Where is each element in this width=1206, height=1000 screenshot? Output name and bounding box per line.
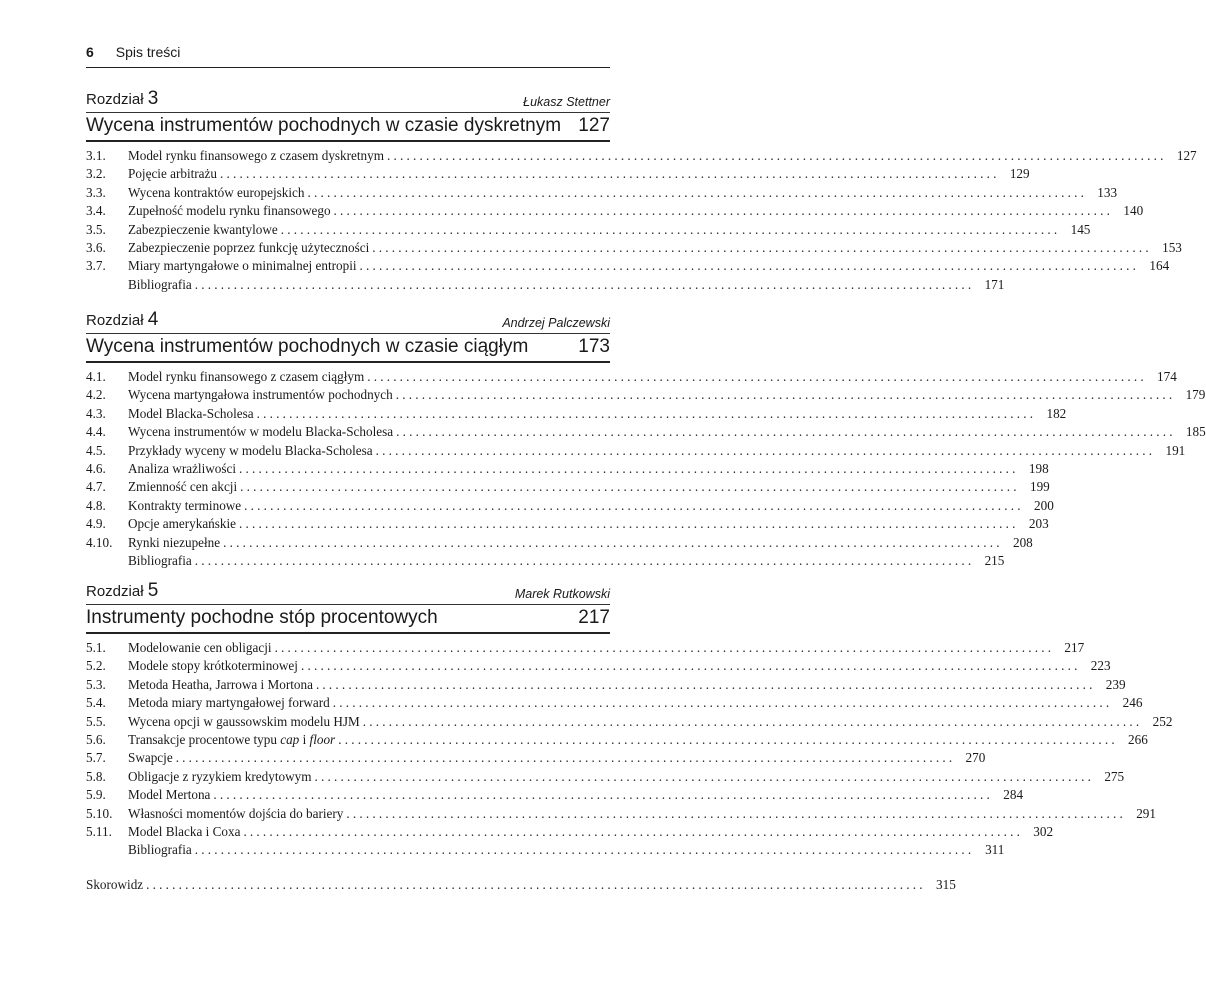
- page-number: 6: [86, 44, 94, 60]
- toc-entry[interactable]: [86, 405, 1067, 423]
- page-header: [86, 44, 180, 60]
- dot-leader: ........................................................................................................................: [274, 640, 1055, 655]
- toc-entry[interactable]: [86, 657, 1111, 675]
- dot-leader: ........................................................................................................................: [315, 676, 1096, 692]
- toc-entry[interactable]: [86, 823, 1054, 841]
- entry-title: Zupełność modelu rynku finansowego: [128, 203, 331, 219]
- dot-leader: ........................................................................................................................: [244, 497, 1024, 513]
- chapter-title[interactable]: Wycena instrumentów pochodnych w czasie dyskretnym: [86, 115, 562, 136]
- entry-page: 246: [1122, 695, 1143, 711]
- entry-number: 4.3.: [86, 405, 106, 421]
- chapter-3: [86, 88, 1197, 294]
- toc-entry[interactable]: [86, 768, 1125, 786]
- toc-entry[interactable]: [86, 515, 1049, 533]
- dot-leader: ........................................................................................................................: [332, 695, 1113, 711]
- entry-title: Miary martyngałowe o minimalnej entropii: [128, 258, 357, 274]
- dot-leader: ........................................................................................................................: [307, 184, 1088, 200]
- dot-leader: ........................................................................................................................: [243, 823, 1024, 839]
- entry-page: 133: [1097, 184, 1118, 200]
- entry-number: 4.1.: [86, 369, 106, 384]
- entry-page: 127: [1176, 148, 1197, 163]
- entry-page: 266: [1128, 731, 1148, 747]
- chapter-5: [86, 580, 1173, 860]
- entry-title: Zabezpieczenie kwantylowe: [128, 221, 278, 237]
- entry-page: 252: [1152, 713, 1173, 729]
- running-header: Spis treści: [115, 44, 181, 60]
- chapter-page: 173: [578, 336, 610, 357]
- dot-leader: ........................................................................................................................: [194, 552, 975, 568]
- entry-number: 4.5.: [86, 442, 106, 458]
- dot-leader: ........................................................................................................................: [314, 768, 1095, 784]
- toc-entry-index[interactable]: [86, 876, 956, 894]
- entry-title: Skorowidz: [86, 877, 144, 892]
- entry-page: 191: [1165, 442, 1186, 458]
- entry-number: 3.1.: [86, 148, 106, 163]
- entry-page: 174: [1157, 369, 1177, 384]
- chapter-title[interactable]: Wycena instrumentów pochodnych w czasie ciągłym: [86, 336, 529, 357]
- chapter-title-rule: [86, 140, 610, 142]
- toc-entry[interactable]: [86, 165, 1030, 183]
- entry-number: 4.8.: [86, 497, 106, 513]
- entry-page: 198: [1028, 460, 1049, 476]
- dot-leader: ........................................................................................................................: [372, 239, 1152, 255]
- toc-entry[interactable]: [86, 442, 1186, 460]
- chapter-title-rule: [86, 632, 610, 634]
- entry-title: Model rynku finansowego z czasem dyskretnym: [128, 148, 384, 163]
- entry-page: 215: [984, 552, 1005, 568]
- chapter-page: 127: [578, 115, 610, 136]
- entry-page: 217: [1064, 640, 1085, 655]
- toc-entry[interactable]: [86, 497, 1054, 515]
- entry-page: 223: [1090, 658, 1111, 674]
- toc-entry[interactable]: [86, 460, 1049, 478]
- entry-title: Rynki niezupełne: [128, 534, 221, 550]
- entry-title: Bibliografia: [128, 842, 192, 858]
- entry-title: Przykłady wyceny w modelu Blacka-Scholesa: [128, 442, 373, 458]
- entry-number: 4.2.: [86, 387, 106, 403]
- entry-number: 5.5.: [86, 713, 106, 729]
- toc-list: [86, 639, 1173, 860]
- dot-leader: ........................................................................................................................: [219, 166, 1000, 182]
- dot-leader: ........................................................................................................................: [346, 805, 1126, 821]
- toc-entry-bibliography[interactable]: [86, 276, 1005, 294]
- entry-title: Kontrakty terminowe: [128, 497, 242, 513]
- toc-entry[interactable]: [86, 749, 986, 767]
- chapter-author: Marek Rutkowski: [514, 587, 610, 601]
- entry-title: Pojęcie arbitrażu: [128, 166, 217, 182]
- entry-page: 179: [1185, 387, 1206, 403]
- dot-leader: ........................................................................................................................: [396, 424, 1176, 440]
- chapter-label: Rozdział 3: [86, 88, 159, 109]
- entry-title: Metoda Heatha, Jarrowa i Mortona: [128, 676, 313, 692]
- entry-number: 5.11.: [86, 823, 112, 839]
- chapter-label: Rozdział 5: [86, 580, 159, 601]
- entry-title: Swapcje: [128, 750, 173, 766]
- entry-title: Transakcje procentowe typu cap i floor: [128, 731, 336, 747]
- chapter-title[interactable]: Instrumenty pochodne stóp procentowych: [86, 607, 438, 628]
- entry-page: 315: [936, 877, 956, 892]
- dot-leader: ........................................................................................................................: [359, 258, 1140, 274]
- dot-leader: ........................................................................................................................: [367, 369, 1147, 384]
- toc-entry[interactable]: [86, 676, 1126, 694]
- toc-entry[interactable]: [86, 639, 1085, 657]
- dot-leader: ........................................................................................................................: [240, 479, 1020, 495]
- entry-page: 153: [1162, 239, 1182, 255]
- entry-title: Analiza wrażliwości: [128, 460, 237, 476]
- entry-page: 185: [1185, 424, 1206, 440]
- entry-number: 4.9.: [86, 516, 106, 532]
- dot-leader: ........................................................................................................................: [280, 221, 1061, 237]
- toc-entry[interactable]: [86, 478, 1050, 496]
- entry-page: 302: [1033, 823, 1054, 839]
- dot-leader: ........................................................................................................................: [338, 731, 1118, 747]
- dot-leader: ........................................................................................................................: [300, 658, 1081, 674]
- entry-title: Zabezpieczenie poprzez funkcję użyteczności: [128, 239, 370, 255]
- entry-title: Wycena kontraktów europejskich: [128, 184, 305, 200]
- entry-page: 208: [1012, 534, 1033, 550]
- entry-number: 5.3.: [86, 676, 106, 692]
- entry-number: 3.3.: [86, 184, 106, 200]
- entry-number: 3.4.: [86, 203, 106, 219]
- entry-number: 5.1.: [86, 640, 106, 655]
- entry-page: 140: [1123, 203, 1144, 219]
- toc-entry-bibliography[interactable]: [86, 841, 1005, 859]
- toc-entry[interactable]: [86, 202, 1144, 220]
- dot-leader: ........................................................................................................................: [213, 787, 994, 803]
- dot-leader: ........................................................................................................................: [395, 387, 1176, 403]
- toc-entry[interactable]: [86, 257, 1170, 275]
- entry-title: Model Blacka i Coxa: [128, 823, 241, 839]
- entry-title: Opcje amerykańskie: [128, 516, 237, 532]
- header-rule: [86, 67, 610, 68]
- entry-number: 3.6.: [86, 239, 106, 255]
- entry-page: 129: [1009, 166, 1030, 182]
- entry-number: 5.9.: [86, 787, 106, 803]
- toc-entry[interactable]: [86, 694, 1143, 712]
- toc-entry[interactable]: [86, 147, 1197, 165]
- dot-leader: ........................................................................................................................: [362, 713, 1143, 729]
- toc-list: [86, 368, 1206, 570]
- entry-number: 4.10.: [86, 534, 113, 550]
- entry-page: 270: [965, 750, 986, 766]
- toc-entry[interactable]: [86, 368, 1177, 386]
- toc-entry[interactable]: [86, 731, 1148, 749]
- dot-leader: ........................................................................................................................: [239, 516, 1019, 532]
- entry-title: Obligacje z ryzykiem kredytowym: [128, 768, 312, 784]
- dot-leader: ........................................................................................................................: [387, 148, 1167, 163]
- entry-page: 203: [1028, 516, 1049, 532]
- entry-number: 5.8.: [86, 768, 106, 784]
- entry-title: Wycena opcji w gaussowskim modelu HJM: [128, 713, 360, 729]
- entry-number: 4.6.: [86, 460, 106, 476]
- entry-number: 3.7.: [86, 258, 106, 274]
- toc-entry[interactable]: [86, 386, 1206, 404]
- dot-leader: ........................................................................................................................: [146, 877, 926, 892]
- dot-leader: ........................................................................................................................: [333, 203, 1114, 219]
- toc-entry[interactable]: [86, 423, 1206, 441]
- entry-title: Własności momentów dojścia do bariery: [128, 805, 344, 821]
- toc-entry-bibliography[interactable]: [86, 552, 1005, 570]
- chapter-label: Rozdział 4: [86, 309, 159, 330]
- entry-page: 199: [1029, 479, 1050, 495]
- entry-page: 171: [984, 276, 1005, 292]
- toc-entry[interactable]: [86, 221, 1091, 239]
- entry-title: Zmienność cen akcji: [128, 479, 238, 495]
- chapter-author: Andrzej Palczewski: [502, 316, 610, 330]
- toc-list: [86, 147, 1197, 294]
- dot-leader: ........................................................................................................................: [256, 405, 1037, 421]
- dot-leader: ........................................................................................................................: [194, 842, 975, 858]
- entry-title: Model Mertona: [128, 787, 211, 803]
- entry-number: 3.2.: [86, 166, 106, 182]
- chapter-page: 217: [578, 607, 610, 628]
- dot-leader: ........................................................................................................................: [223, 534, 1003, 550]
- dot-leader: ........................................................................................................................: [375, 442, 1156, 458]
- entry-page: 200: [1034, 497, 1054, 513]
- toc-entry[interactable]: [86, 184, 1118, 202]
- entry-page: 291: [1136, 805, 1156, 821]
- entry-number: 3.5.: [86, 221, 106, 237]
- entry-title: Metoda miary martyngałowej forward: [128, 695, 330, 711]
- entry-page: 164: [1149, 258, 1170, 274]
- entry-title: Model Blacka-Scholesa: [128, 405, 254, 421]
- entry-page: 275: [1104, 768, 1125, 784]
- entry-number: 5.2.: [86, 658, 106, 674]
- entry-title: Wycena martyngałowa instrumentów pochodnych: [128, 387, 393, 403]
- entry-title: Model rynku finansowego z czasem ciągłym: [128, 369, 365, 384]
- entry-title: Bibliografia: [128, 552, 192, 568]
- chapter-4: [86, 309, 1206, 570]
- toc-entry[interactable]: [86, 713, 1173, 731]
- entry-number: 4.7.: [86, 479, 106, 495]
- toc-entry[interactable]: [86, 786, 1024, 804]
- toc-entry[interactable]: [86, 805, 1156, 823]
- entry-page: 182: [1046, 405, 1067, 421]
- dot-leader: ........................................................................................................................: [239, 460, 1019, 476]
- entry-title: Modele stopy krótkoterminowej: [128, 658, 298, 674]
- toc-entry[interactable]: [86, 239, 1182, 257]
- entry-number: 5.4.: [86, 695, 106, 711]
- entry-title: Wycena instrumentów w modelu Blacka-Scholesa: [128, 424, 394, 440]
- entry-title: Modelowanie cen obligacji: [128, 640, 272, 655]
- entry-number: 5.7.: [86, 750, 106, 766]
- entry-page: 284: [1003, 787, 1024, 803]
- entry-page: 311: [985, 842, 1005, 858]
- chapter-title-rule: [86, 361, 610, 363]
- dot-leader: ........................................................................................................................: [175, 750, 956, 766]
- entry-number: 5.6.: [86, 731, 106, 747]
- entry-number: 4.4.: [86, 424, 106, 440]
- dot-leader: ........................................................................................................................: [194, 276, 975, 292]
- entry-page: 239: [1105, 676, 1126, 692]
- index-section: [86, 876, 956, 894]
- entry-number: 5.10.: [86, 805, 113, 821]
- chapter-author: Łukasz Stettner: [523, 95, 610, 109]
- entry-title: Bibliografia: [128, 276, 192, 292]
- entry-page: 145: [1070, 221, 1091, 237]
- toc-entry[interactable]: [86, 534, 1033, 552]
